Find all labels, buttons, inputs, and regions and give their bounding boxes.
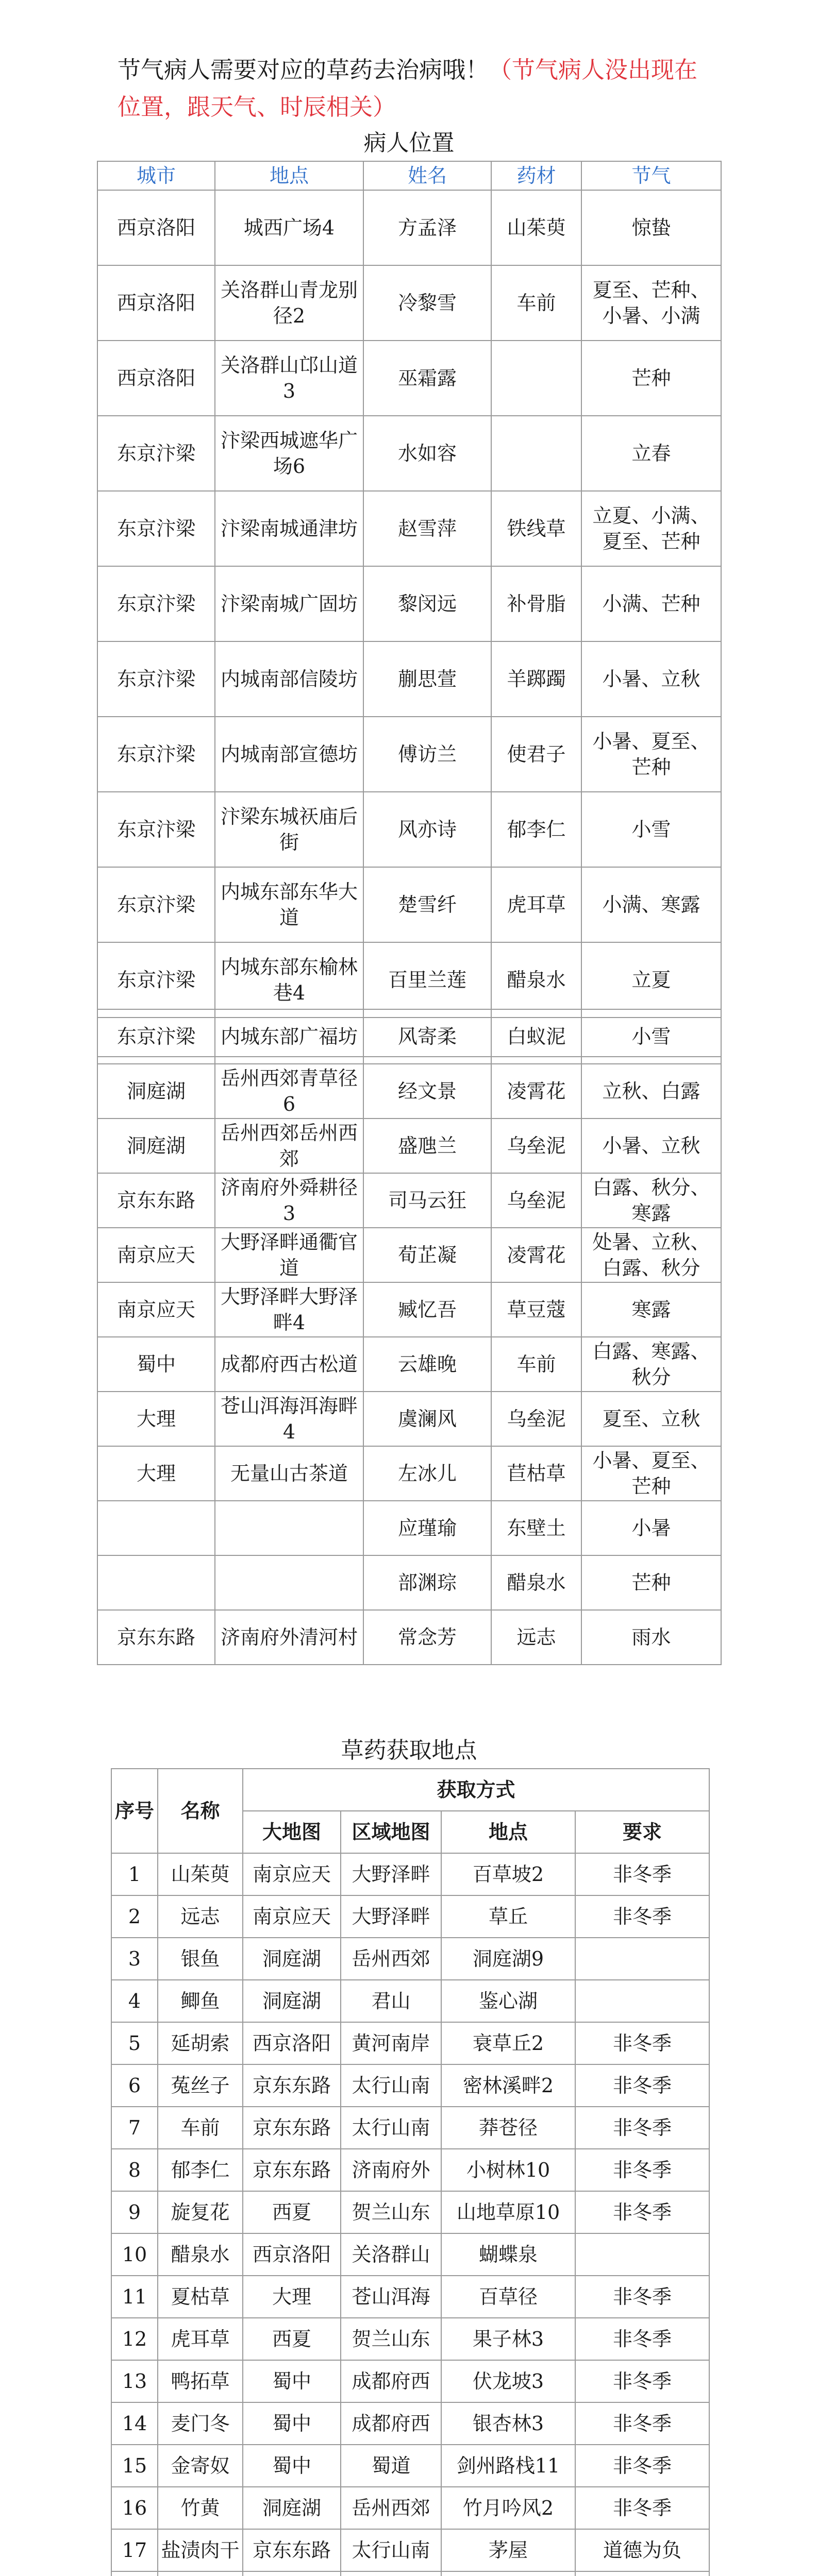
patient-name-cell: 楚雪纤 [363, 867, 491, 942]
area-map-cell: 大野泽畔 [341, 1895, 441, 1938]
seq-cell: 8 [111, 2149, 158, 2191]
herb-name-cell: 车前 [158, 2107, 243, 2149]
seq-cell: 2 [111, 1895, 158, 1938]
seq-cell: 16 [111, 2487, 158, 2529]
location-cell: 无量山古茶道 [215, 1446, 363, 1501]
area-map-header: 区域地图 [341, 1811, 441, 1853]
table-row [97, 566, 721, 641]
table-row [97, 641, 721, 717]
seq-cell: 6 [111, 2064, 158, 2107]
table-row [97, 491, 721, 566]
city-cell: 京东东路 [97, 1610, 215, 1665]
herb-name-cell: 银鱼 [158, 1938, 243, 1980]
table-row [97, 867, 721, 942]
solar-term-cell: 小雪 [581, 1009, 721, 1064]
herb-cell: 凌霄花 [491, 1064, 581, 1118]
table-row [97, 1173, 721, 1228]
area-map-cell: 岳州西郊 [341, 1938, 441, 1980]
patient-table-header [97, 161, 721, 190]
area-map-cell: 关洛群山 [341, 2233, 441, 2276]
req-cell: 非冬季 [575, 2318, 709, 2360]
herb-name-cell: 旋复花 [158, 2191, 243, 2233]
city-cell: 西京洛阳 [97, 265, 215, 341]
location-cell: 汴梁西城遮华广场6 [215, 416, 363, 491]
location-cell: 内城南部宣德坊 [215, 717, 363, 792]
seq-cell: 15 [111, 2445, 158, 2487]
big-map-cell: 西夏 [243, 2191, 341, 2233]
herb-name-cell: 夏枯草 [158, 2276, 243, 2318]
city-cell: 东京汴梁 [97, 792, 215, 867]
table-row [111, 1895, 709, 1938]
herb-name-cell: 菟丝子 [158, 2064, 243, 2107]
table-row [97, 190, 721, 265]
herb-cell: 苣枯草 [491, 1446, 581, 1501]
big-map-cell: 京东东路 [243, 2149, 341, 2191]
area-map-cell: 大野泽畔 [341, 1853, 441, 1895]
req-header: 要求 [575, 1811, 709, 1853]
table-row [111, 2064, 709, 2107]
intro-warning: （节气病人没出现在位置，跟天气、时辰相关） [118, 56, 698, 121]
area-map-cell: 黄河南岸 [341, 2022, 441, 2064]
location-cell [215, 1555, 363, 1610]
table-row [111, 2529, 709, 2571]
patient-table-2 [97, 1009, 722, 1665]
herb-cell: 白蚁泥 [491, 1009, 581, 1064]
req-cell: 非冬季 [575, 2360, 709, 2402]
req-cell [575, 1938, 709, 1980]
solar-term-cell: 夏至、立秋 [581, 1392, 721, 1446]
city-cell: 洞庭湖 [97, 1118, 215, 1173]
city-cell [97, 1501, 215, 1555]
seq-cell: 7 [111, 2107, 158, 2149]
solar-term-cell: 惊蛰 [581, 190, 721, 265]
herb-cell [491, 416, 581, 491]
patient-table-caption: 病人位置 [363, 130, 455, 156]
solar-term-header: 节气 [581, 161, 721, 190]
herb-cell: 乌垒泥 [491, 1392, 581, 1446]
location-cell: 内城东部东华大道 [215, 867, 363, 942]
big-map-cell: 蜀中 [243, 2402, 341, 2445]
place-cell: 密林溪畔2 [441, 2064, 575, 2107]
solar-term-cell: 夏至、芒种、小暑、小满 [581, 265, 721, 341]
place-cell: 伏龙坡3 [441, 2360, 575, 2402]
city-cell: 大理 [97, 1446, 215, 1501]
patient-name-cell: 傅访兰 [363, 717, 491, 792]
location-cell: 城西广场4 [215, 190, 363, 265]
area-map-cell [341, 2571, 441, 2576]
area-map-cell: 太行山南 [341, 2107, 441, 2149]
table-row [111, 2233, 709, 2276]
req-cell: 非冬季 [575, 2022, 709, 2064]
seq-cell: 5 [111, 2022, 158, 2064]
herb-cell: 乌垒泥 [491, 1118, 581, 1173]
patient-name-cell: 方孟泽 [363, 190, 491, 265]
table-row [111, 2318, 709, 2360]
big-map-cell: 西京洛阳 [243, 2022, 341, 2064]
city-cell: 东京汴梁 [97, 1009, 215, 1064]
herb-name-cell: 虎耳草 [158, 2318, 243, 2360]
seq-cell: 9 [111, 2191, 158, 2233]
herb-name-cell: 郁李仁 [158, 2149, 243, 2191]
city-cell: 京东东路 [97, 1173, 215, 1228]
seq-cell: 12 [111, 2318, 158, 2360]
location-cell: 汴梁东城祆庙后街 [215, 792, 363, 867]
patient-name-cell: 风亦诗 [363, 792, 491, 867]
big-map-cell: 京东东路 [243, 2107, 341, 2149]
patient-name-cell: 巫霜露 [363, 341, 491, 416]
table-row [97, 792, 721, 867]
big-map-cell: 洞庭湖 [243, 2487, 341, 2529]
big-map-cell: 洞庭湖 [243, 1980, 341, 2022]
table-row [111, 1938, 709, 1980]
table-row [111, 2149, 709, 2191]
solar-term-cell: 寒露 [581, 1282, 721, 1337]
location-cell: 济南府外清河村 [215, 1610, 363, 1665]
big-map-cell: 京东东路 [243, 2529, 341, 2571]
solar-term-cell: 小暑、立秋 [581, 641, 721, 717]
herb-header: 药材 [491, 161, 581, 190]
seq-cell: 11 [111, 2276, 158, 2318]
patient-name-cell: 常念芳 [363, 1610, 491, 1665]
city-cell: 南京应天 [97, 1282, 215, 1337]
place-cell: 山地草原10 [441, 2191, 575, 2233]
seq-cell: 4 [111, 1980, 158, 2022]
city-cell: 东京汴梁 [97, 867, 215, 942]
place-cell: 竹月吟风2 [441, 2487, 575, 2529]
place-cell: 百草径 [441, 2276, 575, 2318]
patient-name-cell: 臧忆吾 [363, 1282, 491, 1337]
location-cell [215, 1501, 363, 1555]
city-cell: 蜀中 [97, 1337, 215, 1392]
seq-cell [111, 2571, 158, 2576]
herb-cell: 远志 [491, 1610, 581, 1665]
area-map-cell: 苍山洱海 [341, 2276, 441, 2318]
table-row [97, 1118, 721, 1173]
solar-term-cell: 芒种 [581, 1555, 721, 1610]
location-cell: 成都府西古松道 [215, 1337, 363, 1392]
patient-name-cell: 黎闵远 [363, 566, 491, 641]
location-cell: 关洛群山青龙别径2 [215, 265, 363, 341]
herb-cell: 凌霄花 [491, 1228, 581, 1282]
location-cell: 济南府外舜耕径3 [215, 1173, 363, 1228]
patient-name-cell: 左冰儿 [363, 1446, 491, 1501]
city-cell [97, 1555, 215, 1610]
herb-cell: 郁李仁 [491, 792, 581, 867]
req-cell: 非冬季 [575, 2276, 709, 2318]
req-cell: 非冬季 [575, 1853, 709, 1895]
solar-term-cell: 立夏、小满、夏至、芒种 [581, 491, 721, 566]
big-map-cell: 京东东路 [243, 2064, 341, 2107]
table-row [111, 2571, 709, 2576]
solar-term-cell: 雨水 [581, 1610, 721, 1665]
herb-cell: 车前 [491, 265, 581, 341]
area-map-cell: 济南府外 [341, 2149, 441, 2191]
table-row [111, 2360, 709, 2402]
req-cell: 道德为负 [575, 2529, 709, 2571]
big-map-cell [243, 2571, 341, 2576]
herb-cell: 使君子 [491, 717, 581, 792]
place-cell: 剑州路栈11 [441, 2445, 575, 2487]
city-cell: 东京汴梁 [97, 566, 215, 641]
table-row [97, 717, 721, 792]
patient-name-cell: 蒯思萱 [363, 641, 491, 717]
patient-name-cell: 云雄晚 [363, 1337, 491, 1392]
solar-term-cell: 白露、秋分、寒露 [581, 1173, 721, 1228]
herb-cell: 乌垒泥 [491, 1173, 581, 1228]
table-row [97, 1228, 721, 1282]
solar-term-cell: 立秋、白露 [581, 1064, 721, 1118]
herb-name-cell: 鸭拓草 [158, 2360, 243, 2402]
city-cell: 东京汴梁 [97, 416, 215, 491]
table-row [97, 1446, 721, 1501]
seq-cell: 1 [111, 1853, 158, 1895]
patient-name-cell: 部渊琮 [363, 1555, 491, 1610]
area-map-cell: 蜀道 [341, 2445, 441, 2487]
big-map-cell: 西夏 [243, 2318, 341, 2360]
herb-cell: 山茱萸 [491, 190, 581, 265]
table-row [111, 2445, 709, 2487]
solar-term-cell: 小暑 [581, 1501, 721, 1555]
herb-name-cell: 麦门冬 [158, 2402, 243, 2445]
herb-name-cell: 醋泉水 [158, 2233, 243, 2276]
table-row [111, 2402, 709, 2445]
req-cell: 非冬季 [575, 2064, 709, 2107]
big-map-cell: 洞庭湖 [243, 1938, 341, 1980]
table-row [97, 1610, 721, 1665]
place-cell: 莽苍径 [441, 2107, 575, 2149]
herb-cell: 车前 [491, 1337, 581, 1392]
table-row [111, 2487, 709, 2529]
table-row [97, 1337, 721, 1392]
solar-term-cell: 小满、寒露 [581, 867, 721, 942]
table-row [97, 1282, 721, 1337]
patient-name-cell: 盛虺兰 [363, 1118, 491, 1173]
city-cell: 南京应天 [97, 1228, 215, 1282]
area-map-cell: 成都府西 [341, 2360, 441, 2402]
city-cell: 东京汴梁 [97, 491, 215, 566]
table-row [97, 1392, 721, 1446]
location-cell: 大野泽畔通衢官道 [215, 1228, 363, 1282]
big-map-cell: 大理 [243, 2276, 341, 2318]
location-cell: 岳州西郊岳州西郊 [215, 1118, 363, 1173]
location-cell: 关洛群山邙山道3 [215, 341, 363, 416]
herb-cell: 补骨脂 [491, 566, 581, 641]
solar-term-cell: 处暑、立秋、白露、秋分 [581, 1228, 721, 1282]
place-cell: 洞庭湖9 [441, 1938, 575, 1980]
seq-header: 序号 [111, 1769, 158, 1853]
area-map-cell: 贺兰山东 [341, 2191, 441, 2233]
big-map-cell: 蜀中 [243, 2445, 341, 2487]
herb-name-cell: 鲫鱼 [158, 1980, 243, 2022]
location-header: 地点 [215, 161, 363, 190]
intro-note [118, 52, 715, 126]
herb-table-caption: 草药获取地点 [341, 1737, 477, 1764]
seq-cell: 13 [111, 2360, 158, 2402]
place-cell: 小树林10 [441, 2149, 575, 2191]
herb-table-1 [111, 1768, 710, 2576]
req-cell [575, 2233, 709, 2276]
req-cell: 非冬季 [575, 2487, 709, 2529]
patient-name-cell: 水如容 [363, 416, 491, 491]
location-cell: 苍山洱海洱海畔4 [215, 1392, 363, 1446]
herb-cell: 醋泉水 [491, 1555, 581, 1610]
city-cell: 大理 [97, 1392, 215, 1446]
req-cell [575, 2571, 709, 2576]
location-cell: 汴梁南城广固坊 [215, 566, 363, 641]
herb-cell: 醋泉水 [491, 942, 581, 1018]
herb-name-cell: 远志 [158, 1895, 243, 1938]
table-row [97, 265, 721, 341]
table-row [97, 341, 721, 416]
seq-cell: 3 [111, 1938, 158, 1980]
solar-term-cell: 立夏 [581, 942, 721, 1018]
herb-cell: 东壁土 [491, 1501, 581, 1555]
seq-cell: 14 [111, 2402, 158, 2445]
patient-name-cell: 虞澜风 [363, 1392, 491, 1446]
place-cell: 蝴蝶泉 [441, 2233, 575, 2276]
city-cell: 洞庭湖 [97, 1064, 215, 1118]
method-header: 获取方式 [243, 1769, 709, 1811]
herb-cell: 铁线草 [491, 491, 581, 566]
big-map-cell: 南京应天 [243, 1853, 341, 1895]
big-map-cell: 南京应天 [243, 1895, 341, 1938]
herb-name-cell: 山茱萸 [158, 1853, 243, 1895]
area-map-cell: 君山 [341, 1980, 441, 2022]
area-map-cell: 贺兰山东 [341, 2318, 441, 2360]
table-row [111, 2191, 709, 2233]
patient-name-cell: 冷黎雪 [363, 265, 491, 341]
solar-term-cell: 小暑、夏至、芒种 [581, 1446, 721, 1501]
herb-name-cell [158, 2571, 243, 2576]
seq-cell: 10 [111, 2233, 158, 2276]
herb-cell: 虎耳草 [491, 867, 581, 942]
req-cell [575, 1980, 709, 2022]
place-header: 地点 [441, 1811, 575, 1853]
herb-header-row-1 [111, 1769, 709, 1811]
name-header: 姓名 [363, 161, 491, 190]
patient-name-cell: 百里兰莲 [363, 942, 491, 1018]
herb-cell: 羊踯躅 [491, 641, 581, 717]
solar-term-cell: 小满、芒种 [581, 566, 721, 641]
herb-cell: 草豆蔻 [491, 1282, 581, 1337]
req-cell: 非冬季 [575, 2107, 709, 2149]
patient-name-cell: 赵雪萍 [363, 491, 491, 566]
big-map-header: 大地图 [243, 1811, 341, 1853]
city-cell: 东京汴梁 [97, 717, 215, 792]
req-cell: 非冬季 [575, 2191, 709, 2233]
req-cell: 非冬季 [575, 2445, 709, 2487]
location-cell: 内城东部东榆林巷4 [215, 942, 363, 1018]
table-row [97, 1501, 721, 1555]
city-cell: 东京汴梁 [97, 641, 215, 717]
location-cell: 大野泽畔大野泽畔4 [215, 1282, 363, 1337]
big-map-cell: 西京洛阳 [243, 2233, 341, 2276]
place-cell: 果子林3 [441, 2318, 575, 2360]
solar-term-cell: 小雪 [581, 792, 721, 867]
solar-term-cell: 立春 [581, 416, 721, 491]
city-header: 城市 [97, 161, 215, 190]
patient-name-cell: 司马云狂 [363, 1173, 491, 1228]
location-cell: 岳州西郊青草径6 [215, 1064, 363, 1118]
solar-term-cell: 白露、寒露、秋分 [581, 1337, 721, 1392]
city-cell: 西京洛阳 [97, 190, 215, 265]
solar-term-cell: 小暑、立秋 [581, 1118, 721, 1173]
solar-term-cell: 芒种 [581, 341, 721, 416]
table-row [111, 2022, 709, 2064]
solar-term-cell: 小暑、夏至、芒种 [581, 717, 721, 792]
big-map-cell: 蜀中 [243, 2360, 341, 2402]
table-row [111, 1853, 709, 1895]
place-cell: 衰草丘2 [441, 2022, 575, 2064]
req-cell: 非冬季 [575, 2149, 709, 2191]
req-cell: 非冬季 [575, 2402, 709, 2445]
name-header: 名称 [158, 1769, 243, 1853]
area-map-cell: 岳州西郊 [341, 2487, 441, 2529]
patient-name-cell: 应瑾瑜 [363, 1501, 491, 1555]
herb-cell [491, 341, 581, 416]
location-cell: 内城东部广福坊 [215, 1009, 363, 1064]
table-row [97, 942, 721, 1018]
herb-name-cell: 金寄奴 [158, 2445, 243, 2487]
location-cell: 汴梁南城通津坊 [215, 491, 363, 566]
area-map-cell: 成都府西 [341, 2402, 441, 2445]
table-row [97, 416, 721, 491]
place-cell: 鉴心湖 [441, 1980, 575, 2022]
table-row [97, 1555, 721, 1610]
seq-cell: 17 [111, 2529, 158, 2571]
intro-text: 节气病人需要对应的草药去治病哦！ [118, 56, 489, 83]
place-cell [441, 2571, 575, 2576]
place-cell: 草丘 [441, 1895, 575, 1938]
table-row [111, 1980, 709, 2022]
city-cell: 西京洛阳 [97, 341, 215, 416]
area-map-cell: 太行山南 [341, 2529, 441, 2571]
place-cell: 茅屋 [441, 2529, 575, 2571]
patient-name-cell: 风寄柔 [363, 1009, 491, 1064]
table-row [97, 1009, 721, 1064]
area-map-cell: 太行山南 [341, 2064, 441, 2107]
req-cell: 非冬季 [575, 1895, 709, 1938]
patient-name-cell: 经文景 [363, 1064, 491, 1118]
herb-name-cell: 竹黄 [158, 2487, 243, 2529]
herb-name-cell: 延胡索 [158, 2022, 243, 2064]
table-row [97, 1064, 721, 1118]
herb-name-cell: 盐渍肉干 [158, 2529, 243, 2571]
place-cell: 百草坡2 [441, 1853, 575, 1895]
city-cell: 东京汴梁 [97, 942, 215, 1018]
patient-name-cell: 荀芷凝 [363, 1228, 491, 1282]
place-cell: 银杏林3 [441, 2402, 575, 2445]
table-row [111, 2107, 709, 2149]
location-cell: 内城南部信陵坊 [215, 641, 363, 717]
patient-table-1 [97, 161, 722, 1057]
table-row [111, 2276, 709, 2318]
